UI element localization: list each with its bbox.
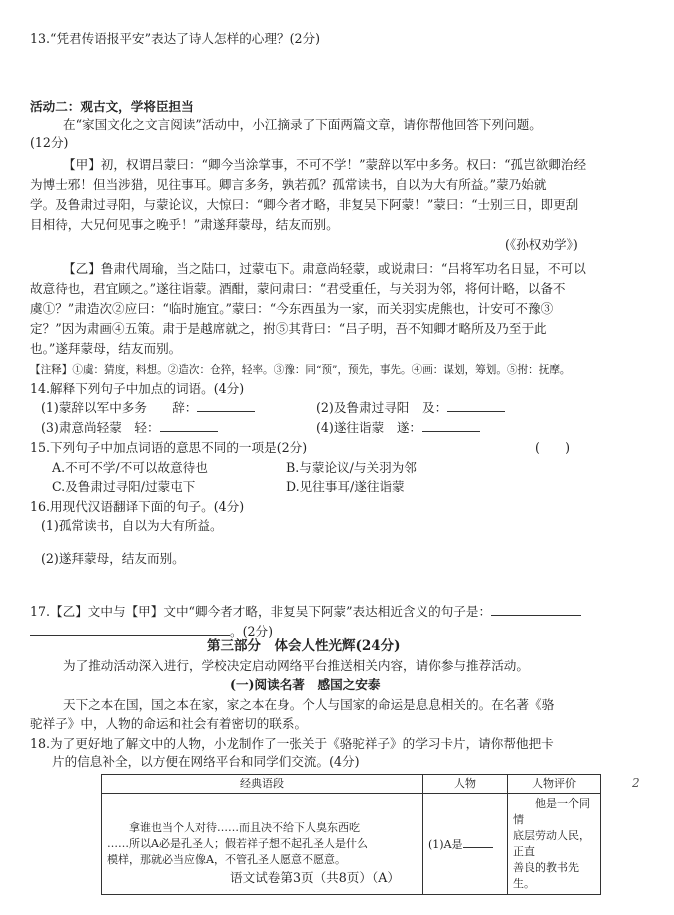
table-header: 人物 [423, 775, 508, 794]
question-17: 17.【乙】文中与【甲】文中“卿今者才略，非复吴下阿蒙”表达相近含义的句子是： [30, 604, 581, 620]
part-3-paragraph: 天下之本在国，国之本在家，家之本在身。个人与国家的命运是息息相关的。在名著《骆 [63, 697, 555, 712]
activity-title: 活动二：观古文，学将臣担当 [30, 99, 194, 114]
passage-jia-line: 目相待，大兄何见事之晚乎！”肃遂拜蒙母，结友而别。 [30, 217, 339, 232]
side-mark: 2 [632, 776, 640, 790]
answer-blank[interactable] [447, 400, 505, 412]
table-cell-person: (1)A是 [423, 794, 508, 895]
page-footer: 语文试卷第3页（共8页）（A） [230, 870, 400, 885]
question-16-sentence-1: (1)孤常读书，自以为大有所益。 [41, 518, 223, 533]
activity-intro-points: (12分) [30, 135, 69, 150]
question-18-line-2: 片的信息补全，以方便在网络平台和同学们交流。(4分) [52, 754, 360, 769]
part-3-title: 第三部分 体会人性光辉(24分) [207, 638, 401, 654]
passage-yi-line: 也。”遂拜蒙母，结友而别。 [30, 341, 182, 356]
answer-blank[interactable] [491, 604, 581, 616]
answer-blank[interactable] [422, 420, 480, 432]
passage-jia-source: (《孙权劝学》) [505, 237, 578, 252]
question-16-sentence-2: (2)遂拜蒙母，结友而别。 [41, 551, 185, 566]
table-header: 经典语段 [102, 775, 423, 794]
part-3-paragraph: 驼祥子》中，人物的命运和社会有着密切的联系。 [30, 716, 308, 731]
activity-intro: 在“家国文化之文言阅读”活动中，小江摘录了下面两篇文章，请你帮他回答下列问题。 [63, 117, 542, 132]
answer-parentheses[interactable]: ( ) [535, 440, 571, 455]
answer-blank[interactable] [463, 836, 493, 848]
question-14-item-1: (1)蒙辞以军中多务 辞： [41, 400, 255, 416]
question-14-stem: 14.解释下列句子中加点的词语。(4分) [30, 381, 245, 396]
option-a[interactable]: A.不可不学/不可以故意待也 [52, 460, 208, 475]
passage-yi-line: 【乙】鲁肃代周瑜，当之陆口，过蒙屯下。肃意尚轻蒙，或说肃曰：“吕将军功名日显，不可以 [63, 261, 586, 276]
question-18: 18.为了更好地了解文中的人物，小龙制作了一张关于《骆驼祥子》的学习卡片，请你帮他把卡 [30, 736, 554, 751]
passage-yi-line: 故意待也，君宜顾之。”遂往诣蒙。酒酣，蒙问肃曰：“君受重任，与关羽为邻，将何计略，以备不 [30, 281, 566, 296]
question-14-item-3: (3)肃意尚轻蒙 轻： [41, 420, 218, 436]
answer-blank[interactable] [160, 420, 218, 432]
question-16-stem: 16.用现代汉语翻译下面的句子。(4分) [30, 499, 245, 514]
passage-jia-line: 【甲】初，权谓吕蒙曰：“卿今当涂掌事，不可不学！”蒙辞以军中多务。权曰：“孤岂欲卿治经 [63, 157, 587, 172]
passage-yi-line: 虞①？”肃造次②应曰：“临时施宜。”蒙曰：“今东西虽为一家，而关羽实虎熊也，计安可不豫③ [30, 301, 554, 316]
passage-jia-line: 为博士邪！但当涉猎，见往事耳。卿言多务，孰若孤？孤常读书，自以为大有所益。”蒙乃始就 [30, 177, 547, 192]
answer-blank[interactable] [197, 400, 255, 412]
table-header-row [102, 775, 601, 794]
passage-yi-line: 定？”因为肃画④五策。肃于是越席就之，拊⑤其背曰：“吕子明，吾不知卿才略所及乃至于此 [30, 321, 547, 336]
passage-jia-line: 学。及鲁肃过寻阳，与蒙论议，大惊曰：“卿今者才略，非复吴下阿蒙！”蒙曰：“士别三日，即更刮 [30, 197, 579, 212]
option-d[interactable]: D.见往事耳/遂往诣蒙 [286, 479, 405, 494]
option-b[interactable]: B.与蒙论议/与关羽为邻 [286, 460, 417, 475]
question-14-item-4: (4)遂往诣蒙 遂： [316, 420, 480, 436]
annotation-notes: 【注释】①虞：猜度，料想。②造次：仓猝，轻率。③豫：同“预”，预先，事先。④画：谋划，筹划。⑤拊：抚摩。 [30, 364, 571, 376]
table-cell-passage: 拿谁也当个人对待……而且决不给下人臭东西吃 ……所以A必是孔圣人；假若祥子想不起孔圣人是什么 模样，那就必当应像A，不管孔圣人愿意不愿意。 [102, 794, 423, 895]
question-13: 13.“凭君传语报平安”表达了诗人怎样的心理？(2分) [30, 31, 321, 46]
part-3-subtitle: (一)阅读名著 感国之安泰 [230, 677, 381, 692]
part-3-intro: 为了推动活动深入进行，学校决定启动网络平台推送相关内容，请你参与推荐活动。 [63, 658, 529, 673]
question-14-item-2: (2)及鲁肃过寻阳 及： [316, 400, 505, 416]
answer-blank[interactable] [30, 624, 230, 636]
table-header: 人物评价 [508, 775, 601, 794]
question-17-line-2: 。(2分) [30, 624, 273, 640]
table-cell-evaluation: 他是一个同情 底层劳动人民，正直 善良的教书先生。 [508, 794, 601, 895]
option-c[interactable]: C.及鲁肃过寻阳/过蒙屯下 [52, 479, 196, 494]
question-15-stem: 15.下列句子中加点词语的意思不同的一项是(2分) [30, 440, 308, 455]
